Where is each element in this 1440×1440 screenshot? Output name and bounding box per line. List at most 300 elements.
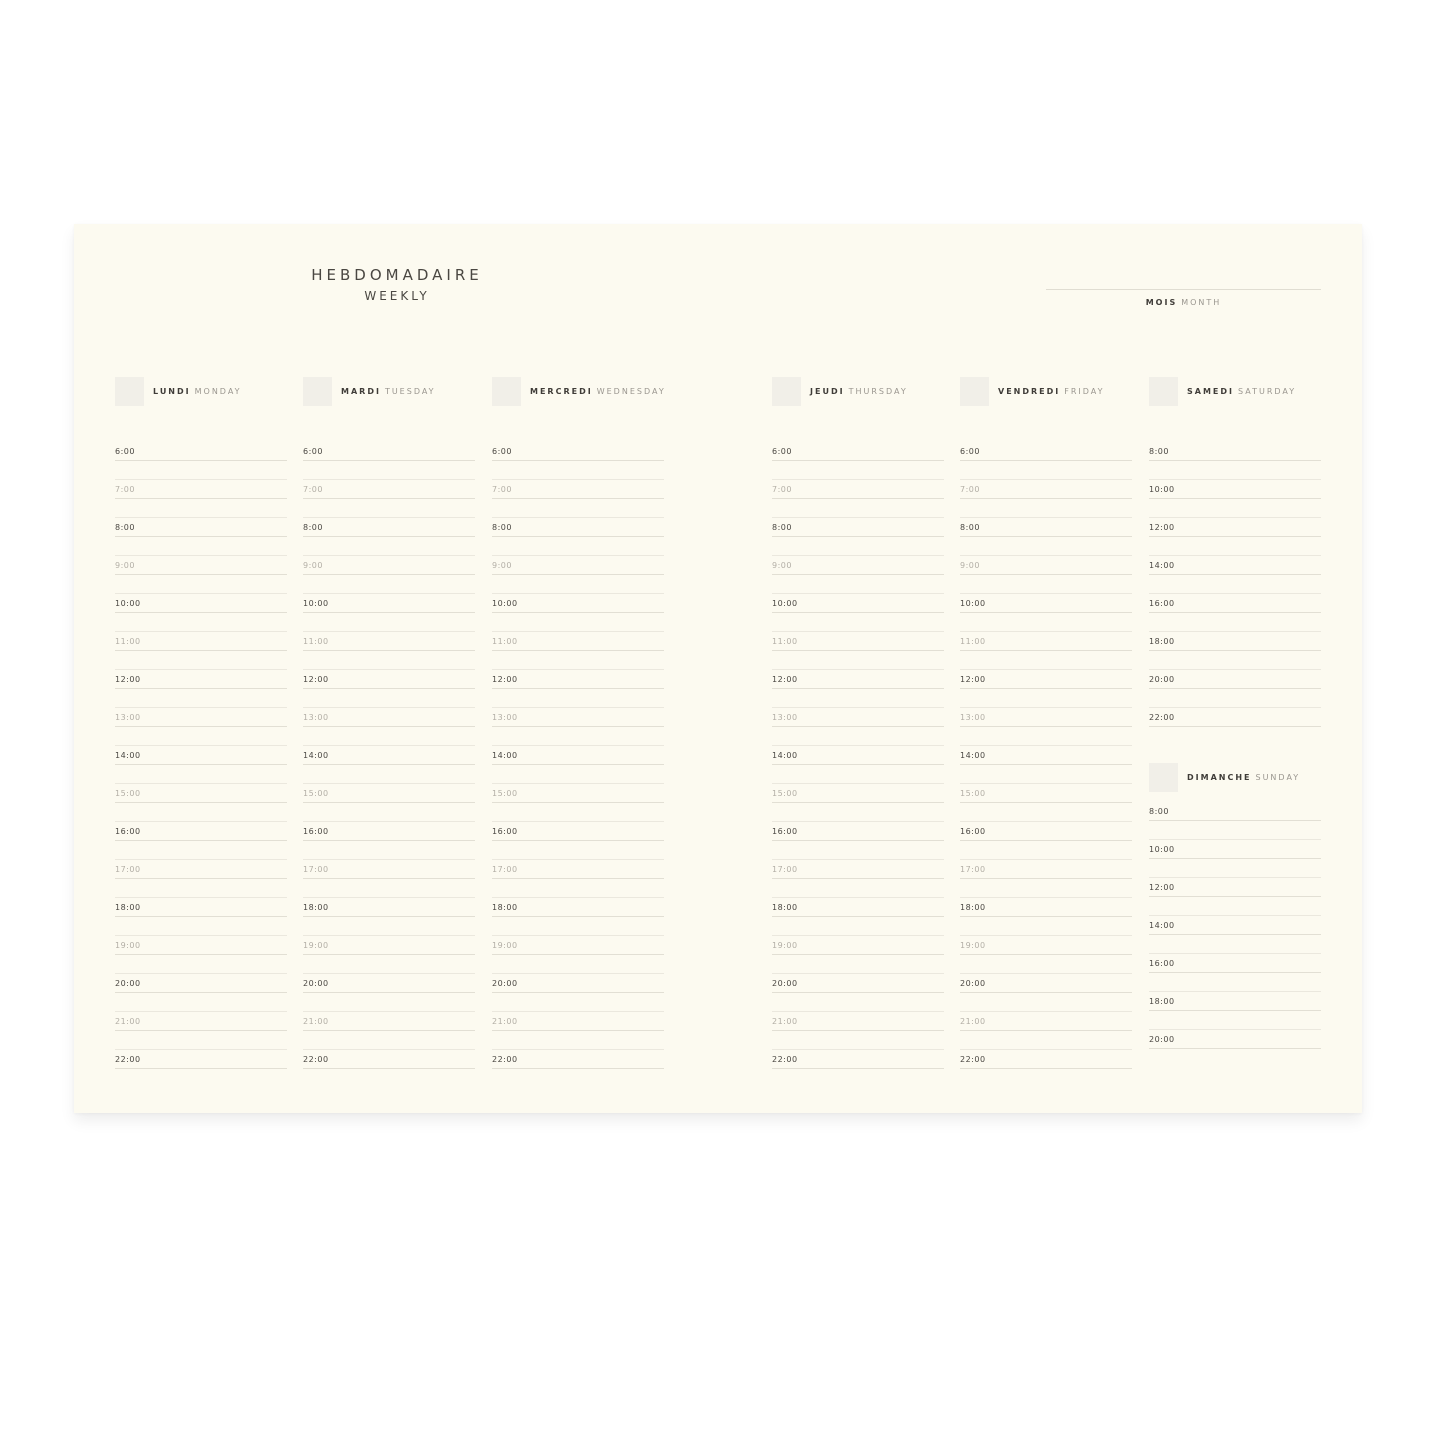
time-slot[interactable] bbox=[960, 637, 1132, 656]
time-slot[interactable] bbox=[960, 941, 1132, 960]
writing-line bbox=[115, 479, 287, 480]
time-slot[interactable] bbox=[303, 941, 475, 960]
writing-line bbox=[772, 859, 944, 860]
writing-line bbox=[115, 897, 287, 898]
time-label: 18:00 bbox=[492, 903, 518, 912]
time-slot[interactable] bbox=[115, 1017, 287, 1036]
writing-line bbox=[492, 973, 664, 974]
time-label: 12:00 bbox=[772, 675, 798, 684]
writing-line bbox=[772, 555, 944, 556]
time-label: 13:00 bbox=[492, 713, 518, 722]
time-slot[interactable] bbox=[960, 599, 1132, 618]
time-slot[interactable] bbox=[1149, 637, 1321, 656]
time-slot[interactable] bbox=[303, 599, 475, 618]
writing-line bbox=[960, 460, 1132, 461]
time-slot[interactable] bbox=[492, 979, 664, 998]
time-label: 12:00 bbox=[960, 675, 986, 684]
writing-line bbox=[1149, 953, 1321, 954]
time-slot[interactable] bbox=[492, 1017, 664, 1036]
writing-line bbox=[960, 859, 1132, 860]
writing-line bbox=[960, 479, 1132, 480]
time-label: 11:00 bbox=[303, 637, 329, 646]
time-slot[interactable] bbox=[1149, 523, 1321, 542]
writing-line bbox=[772, 669, 944, 670]
time-slot[interactable] bbox=[303, 637, 475, 656]
time-slot[interactable] bbox=[492, 865, 664, 884]
writing-line bbox=[492, 878, 664, 879]
time-slot[interactable] bbox=[1149, 997, 1321, 1016]
time-slot[interactable] bbox=[772, 941, 944, 960]
time-slot[interactable] bbox=[303, 447, 475, 466]
time-label: 16:00 bbox=[1149, 959, 1175, 968]
writing-line bbox=[960, 498, 1132, 499]
day-header-thursday bbox=[772, 377, 944, 407]
time-label: 21:00 bbox=[492, 1017, 518, 1026]
writing-line bbox=[303, 992, 475, 993]
writing-line bbox=[960, 555, 1132, 556]
time-slot[interactable] bbox=[1149, 883, 1321, 902]
time-slot[interactable] bbox=[115, 447, 287, 466]
writing-line bbox=[492, 612, 664, 613]
time-label: 22:00 bbox=[1149, 713, 1175, 722]
writing-line bbox=[492, 897, 664, 898]
writing-line bbox=[303, 631, 475, 632]
time-slot[interactable] bbox=[115, 789, 287, 808]
time-slot[interactable] bbox=[772, 903, 944, 922]
day-name-fr: SAMEDI bbox=[1187, 387, 1234, 396]
writing-line bbox=[115, 1030, 287, 1031]
time-slot[interactable] bbox=[772, 675, 944, 694]
time-slot[interactable] bbox=[492, 827, 664, 846]
time-slot[interactable] bbox=[492, 941, 664, 960]
writing-line bbox=[772, 802, 944, 803]
writing-line bbox=[115, 992, 287, 993]
time-slot[interactable] bbox=[492, 637, 664, 656]
time-slot[interactable] bbox=[492, 713, 664, 732]
writing-line bbox=[303, 973, 475, 974]
day-header-wednesday bbox=[492, 377, 664, 407]
writing-line bbox=[1149, 1048, 1321, 1049]
writing-line bbox=[1149, 707, 1321, 708]
writing-line bbox=[115, 859, 287, 860]
writing-line bbox=[1149, 574, 1321, 575]
writing-line bbox=[772, 726, 944, 727]
writing-line bbox=[115, 707, 287, 708]
time-slot[interactable] bbox=[303, 827, 475, 846]
time-label: 17:00 bbox=[492, 865, 518, 874]
time-label: 18:00 bbox=[1149, 997, 1175, 1006]
writing-line bbox=[303, 726, 475, 727]
writing-line bbox=[772, 935, 944, 936]
time-label: 6:00 bbox=[492, 447, 512, 456]
time-label: 18:00 bbox=[772, 903, 798, 912]
date-box[interactable] bbox=[303, 377, 332, 406]
time-slot[interactable] bbox=[772, 485, 944, 504]
writing-line bbox=[492, 992, 664, 993]
time-slot[interactable] bbox=[772, 447, 944, 466]
time-label: 6:00 bbox=[115, 447, 135, 456]
writing-line bbox=[772, 612, 944, 613]
time-slot[interactable] bbox=[1149, 713, 1321, 732]
time-label: 8:00 bbox=[492, 523, 512, 532]
day-name-fr: MARDI bbox=[341, 387, 381, 396]
writing-line bbox=[115, 1068, 287, 1069]
writing-line bbox=[303, 593, 475, 594]
day-label bbox=[1187, 772, 1300, 784]
day-name-en: THURSDAY bbox=[848, 387, 908, 396]
time-label: 20:00 bbox=[303, 979, 329, 988]
time-label: 8:00 bbox=[1149, 447, 1169, 456]
time-slot[interactable] bbox=[303, 713, 475, 732]
time-slot[interactable] bbox=[115, 561, 287, 580]
writing-line bbox=[492, 840, 664, 841]
writing-line bbox=[492, 1030, 664, 1031]
time-label: 20:00 bbox=[960, 979, 986, 988]
day-label bbox=[810, 386, 908, 398]
time-slot[interactable] bbox=[115, 637, 287, 656]
time-label: 19:00 bbox=[772, 941, 798, 950]
time-slot[interactable] bbox=[1149, 675, 1321, 694]
writing-line bbox=[960, 726, 1132, 727]
writing-line bbox=[115, 821, 287, 822]
writing-line bbox=[1149, 555, 1321, 556]
time-slot[interactable] bbox=[960, 523, 1132, 542]
writing-line bbox=[960, 878, 1132, 879]
time-label: 7:00 bbox=[960, 485, 980, 494]
time-slot[interactable] bbox=[1149, 845, 1321, 864]
time-label: 18:00 bbox=[1149, 637, 1175, 646]
time-label: 8:00 bbox=[1149, 807, 1169, 816]
writing-line bbox=[115, 840, 287, 841]
time-label: 16:00 bbox=[960, 827, 986, 836]
time-label: 12:00 bbox=[303, 675, 329, 684]
time-slot[interactable] bbox=[960, 1055, 1132, 1074]
time-slot[interactable] bbox=[960, 865, 1132, 884]
time-slot[interactable] bbox=[303, 751, 475, 770]
time-label: 8:00 bbox=[772, 523, 792, 532]
date-box[interactable] bbox=[1149, 763, 1178, 792]
time-slot[interactable] bbox=[772, 599, 944, 618]
writing-line bbox=[772, 897, 944, 898]
time-slot[interactable] bbox=[492, 789, 664, 808]
time-slot[interactable] bbox=[492, 903, 664, 922]
writing-line bbox=[960, 593, 1132, 594]
writing-line bbox=[960, 992, 1132, 993]
time-slot[interactable] bbox=[115, 1055, 287, 1074]
time-slot[interactable] bbox=[303, 1017, 475, 1036]
time-label: 13:00 bbox=[303, 713, 329, 722]
writing-line bbox=[303, 878, 475, 879]
time-slot[interactable] bbox=[772, 979, 944, 998]
date-box[interactable] bbox=[960, 377, 989, 406]
time-slot[interactable] bbox=[492, 599, 664, 618]
time-slot[interactable] bbox=[492, 485, 664, 504]
writing-line bbox=[1149, 1029, 1321, 1030]
date-box[interactable] bbox=[1149, 377, 1178, 406]
writing-line bbox=[492, 859, 664, 860]
writing-line bbox=[303, 954, 475, 955]
time-slot[interactable] bbox=[1149, 599, 1321, 618]
time-slot[interactable] bbox=[303, 979, 475, 998]
time-label: 14:00 bbox=[1149, 921, 1175, 930]
day-header-tuesday bbox=[303, 377, 475, 407]
time-slot[interactable] bbox=[772, 713, 944, 732]
time-label: 11:00 bbox=[772, 637, 798, 646]
time-label: 21:00 bbox=[772, 1017, 798, 1026]
writing-line bbox=[772, 707, 944, 708]
writing-line bbox=[115, 593, 287, 594]
time-slot[interactable] bbox=[115, 903, 287, 922]
time-label: 10:00 bbox=[115, 599, 141, 608]
time-slot[interactable] bbox=[772, 523, 944, 542]
writing-line bbox=[492, 593, 664, 594]
day-name-fr: LUNDI bbox=[153, 387, 191, 396]
day-header-sunday bbox=[1149, 763, 1321, 793]
time-slot[interactable] bbox=[115, 713, 287, 732]
day-label bbox=[1187, 386, 1296, 398]
writing-line bbox=[960, 669, 1132, 670]
time-label: 9:00 bbox=[772, 561, 792, 570]
writing-line bbox=[115, 460, 287, 461]
date-box[interactable] bbox=[115, 377, 144, 406]
time-label: 7:00 bbox=[772, 485, 792, 494]
time-slot[interactable] bbox=[115, 941, 287, 960]
time-slot[interactable] bbox=[115, 599, 287, 618]
writing-line bbox=[492, 821, 664, 822]
writing-line bbox=[772, 574, 944, 575]
time-label: 17:00 bbox=[303, 865, 329, 874]
time-slot[interactable] bbox=[772, 637, 944, 656]
writing-line bbox=[772, 460, 944, 461]
time-slot[interactable] bbox=[303, 1055, 475, 1074]
date-box[interactable] bbox=[492, 377, 521, 406]
time-slot[interactable] bbox=[960, 485, 1132, 504]
page-subtitle: WEEKLY bbox=[364, 289, 430, 303]
writing-line bbox=[303, 688, 475, 689]
time-label: 9:00 bbox=[115, 561, 135, 570]
writing-line bbox=[1149, 498, 1321, 499]
writing-line bbox=[303, 650, 475, 651]
time-label: 14:00 bbox=[303, 751, 329, 760]
time-slot[interactable] bbox=[115, 523, 287, 542]
planner-page bbox=[74, 224, 1362, 1113]
writing-line bbox=[960, 612, 1132, 613]
time-slot[interactable] bbox=[960, 751, 1132, 770]
month-field[interactable] bbox=[1046, 289, 1321, 307]
time-slot[interactable] bbox=[772, 865, 944, 884]
writing-line bbox=[960, 574, 1132, 575]
time-label: 8:00 bbox=[303, 523, 323, 532]
time-slot[interactable] bbox=[960, 903, 1132, 922]
time-label: 14:00 bbox=[115, 751, 141, 760]
writing-line bbox=[492, 726, 664, 727]
time-label: 20:00 bbox=[492, 979, 518, 988]
time-slot[interactable] bbox=[115, 751, 287, 770]
writing-line bbox=[960, 1030, 1132, 1031]
writing-line bbox=[772, 821, 944, 822]
writing-line bbox=[303, 916, 475, 917]
writing-line bbox=[1149, 726, 1321, 727]
writing-line bbox=[1149, 820, 1321, 821]
writing-line bbox=[772, 536, 944, 537]
writing-line bbox=[492, 1011, 664, 1012]
time-slot[interactable] bbox=[492, 523, 664, 542]
time-slot[interactable] bbox=[960, 827, 1132, 846]
time-slot[interactable] bbox=[303, 485, 475, 504]
writing-line bbox=[1149, 460, 1321, 461]
writing-line bbox=[1149, 915, 1321, 916]
writing-line bbox=[303, 1049, 475, 1050]
time-slot[interactable] bbox=[1149, 1035, 1321, 1054]
page-title: HEBDOMADAIRE bbox=[311, 266, 483, 284]
writing-line bbox=[772, 593, 944, 594]
time-label: 21:00 bbox=[115, 1017, 141, 1026]
day-name-en: FRIDAY bbox=[1064, 387, 1105, 396]
writing-line bbox=[492, 498, 664, 499]
time-slot[interactable] bbox=[303, 523, 475, 542]
time-slot[interactable] bbox=[772, 789, 944, 808]
time-slot[interactable] bbox=[303, 675, 475, 694]
writing-line bbox=[115, 954, 287, 955]
time-slot[interactable] bbox=[303, 789, 475, 808]
time-label: 12:00 bbox=[1149, 523, 1175, 532]
time-slot[interactable] bbox=[960, 561, 1132, 580]
time-label: 14:00 bbox=[960, 751, 986, 760]
title-block bbox=[292, 265, 502, 305]
time-slot[interactable] bbox=[960, 1017, 1132, 1036]
time-slot[interactable] bbox=[1149, 959, 1321, 978]
time-label: 16:00 bbox=[492, 827, 518, 836]
writing-line bbox=[492, 517, 664, 518]
writing-line bbox=[960, 688, 1132, 689]
time-slot[interactable] bbox=[492, 447, 664, 466]
time-slot[interactable] bbox=[1149, 485, 1321, 504]
time-slot[interactable] bbox=[303, 903, 475, 922]
time-slot[interactable] bbox=[115, 865, 287, 884]
writing-line bbox=[772, 973, 944, 974]
time-slot[interactable] bbox=[303, 865, 475, 884]
time-slot[interactable] bbox=[772, 827, 944, 846]
month-label-fr: MOIS bbox=[1145, 298, 1178, 307]
writing-line bbox=[960, 954, 1132, 955]
writing-line bbox=[772, 1030, 944, 1031]
time-slot[interactable] bbox=[303, 561, 475, 580]
time-label: 13:00 bbox=[115, 713, 141, 722]
writing-line bbox=[492, 460, 664, 461]
time-slot[interactable] bbox=[960, 789, 1132, 808]
writing-line bbox=[303, 498, 475, 499]
time-label: 15:00 bbox=[772, 789, 798, 798]
day-header-monday bbox=[115, 377, 287, 407]
time-label: 16:00 bbox=[115, 827, 141, 836]
time-slot[interactable] bbox=[1149, 447, 1321, 466]
writing-line bbox=[1149, 688, 1321, 689]
time-slot[interactable] bbox=[492, 675, 664, 694]
time-label: 7:00 bbox=[492, 485, 512, 494]
writing-line bbox=[492, 1049, 664, 1050]
time-label: 17:00 bbox=[772, 865, 798, 874]
time-slot[interactable] bbox=[772, 751, 944, 770]
time-slot[interactable] bbox=[960, 979, 1132, 998]
writing-line bbox=[960, 631, 1132, 632]
time-slot[interactable] bbox=[492, 751, 664, 770]
time-label: 12:00 bbox=[115, 675, 141, 684]
time-label: 21:00 bbox=[960, 1017, 986, 1026]
writing-line bbox=[115, 745, 287, 746]
time-label: 6:00 bbox=[303, 447, 323, 456]
writing-line bbox=[1149, 1010, 1321, 1011]
time-slot[interactable] bbox=[115, 675, 287, 694]
time-slot[interactable] bbox=[772, 1017, 944, 1036]
writing-line bbox=[115, 574, 287, 575]
time-label: 7:00 bbox=[303, 485, 323, 494]
writing-line bbox=[960, 1049, 1132, 1050]
time-label: 9:00 bbox=[492, 561, 512, 570]
time-label: 10:00 bbox=[303, 599, 329, 608]
writing-line bbox=[960, 783, 1132, 784]
time-label: 19:00 bbox=[115, 941, 141, 950]
time-label: 9:00 bbox=[960, 561, 980, 570]
time-label: 17:00 bbox=[115, 865, 141, 874]
time-slot[interactable] bbox=[115, 979, 287, 998]
time-slot[interactable] bbox=[960, 713, 1132, 732]
time-slot[interactable] bbox=[492, 1055, 664, 1074]
writing-line bbox=[1149, 650, 1321, 651]
time-label: 21:00 bbox=[303, 1017, 329, 1026]
writing-line bbox=[1149, 991, 1321, 992]
time-label: 11:00 bbox=[960, 637, 986, 646]
writing-line bbox=[960, 707, 1132, 708]
writing-line bbox=[1149, 593, 1321, 594]
time-label: 6:00 bbox=[960, 447, 980, 456]
writing-line bbox=[492, 916, 664, 917]
date-box[interactable] bbox=[772, 377, 801, 406]
time-label: 9:00 bbox=[303, 561, 323, 570]
time-slot[interactable] bbox=[772, 1055, 944, 1074]
writing-line bbox=[960, 745, 1132, 746]
time-label: 15:00 bbox=[115, 789, 141, 798]
time-label: 14:00 bbox=[1149, 561, 1175, 570]
writing-line bbox=[303, 859, 475, 860]
time-slot[interactable] bbox=[1149, 561, 1321, 580]
time-slot[interactable] bbox=[1149, 921, 1321, 940]
time-slot[interactable] bbox=[115, 827, 287, 846]
writing-line bbox=[960, 517, 1132, 518]
time-label: 18:00 bbox=[303, 903, 329, 912]
time-slot[interactable] bbox=[115, 485, 287, 504]
writing-line bbox=[303, 536, 475, 537]
time-slot[interactable] bbox=[960, 447, 1132, 466]
day-name-en: SATURDAY bbox=[1238, 387, 1297, 396]
time-slot[interactable] bbox=[772, 561, 944, 580]
time-label: 22:00 bbox=[772, 1055, 798, 1064]
writing-line bbox=[492, 631, 664, 632]
writing-line bbox=[772, 1049, 944, 1050]
writing-line bbox=[492, 783, 664, 784]
writing-line bbox=[960, 650, 1132, 651]
time-slot[interactable] bbox=[1149, 807, 1321, 826]
writing-line bbox=[115, 555, 287, 556]
writing-line bbox=[115, 669, 287, 670]
writing-line bbox=[492, 1068, 664, 1069]
time-label: 16:00 bbox=[303, 827, 329, 836]
writing-line bbox=[1149, 631, 1321, 632]
time-slot[interactable] bbox=[960, 675, 1132, 694]
writing-line bbox=[772, 631, 944, 632]
time-slot[interactable] bbox=[492, 561, 664, 580]
writing-line bbox=[960, 935, 1132, 936]
writing-line bbox=[303, 1030, 475, 1031]
